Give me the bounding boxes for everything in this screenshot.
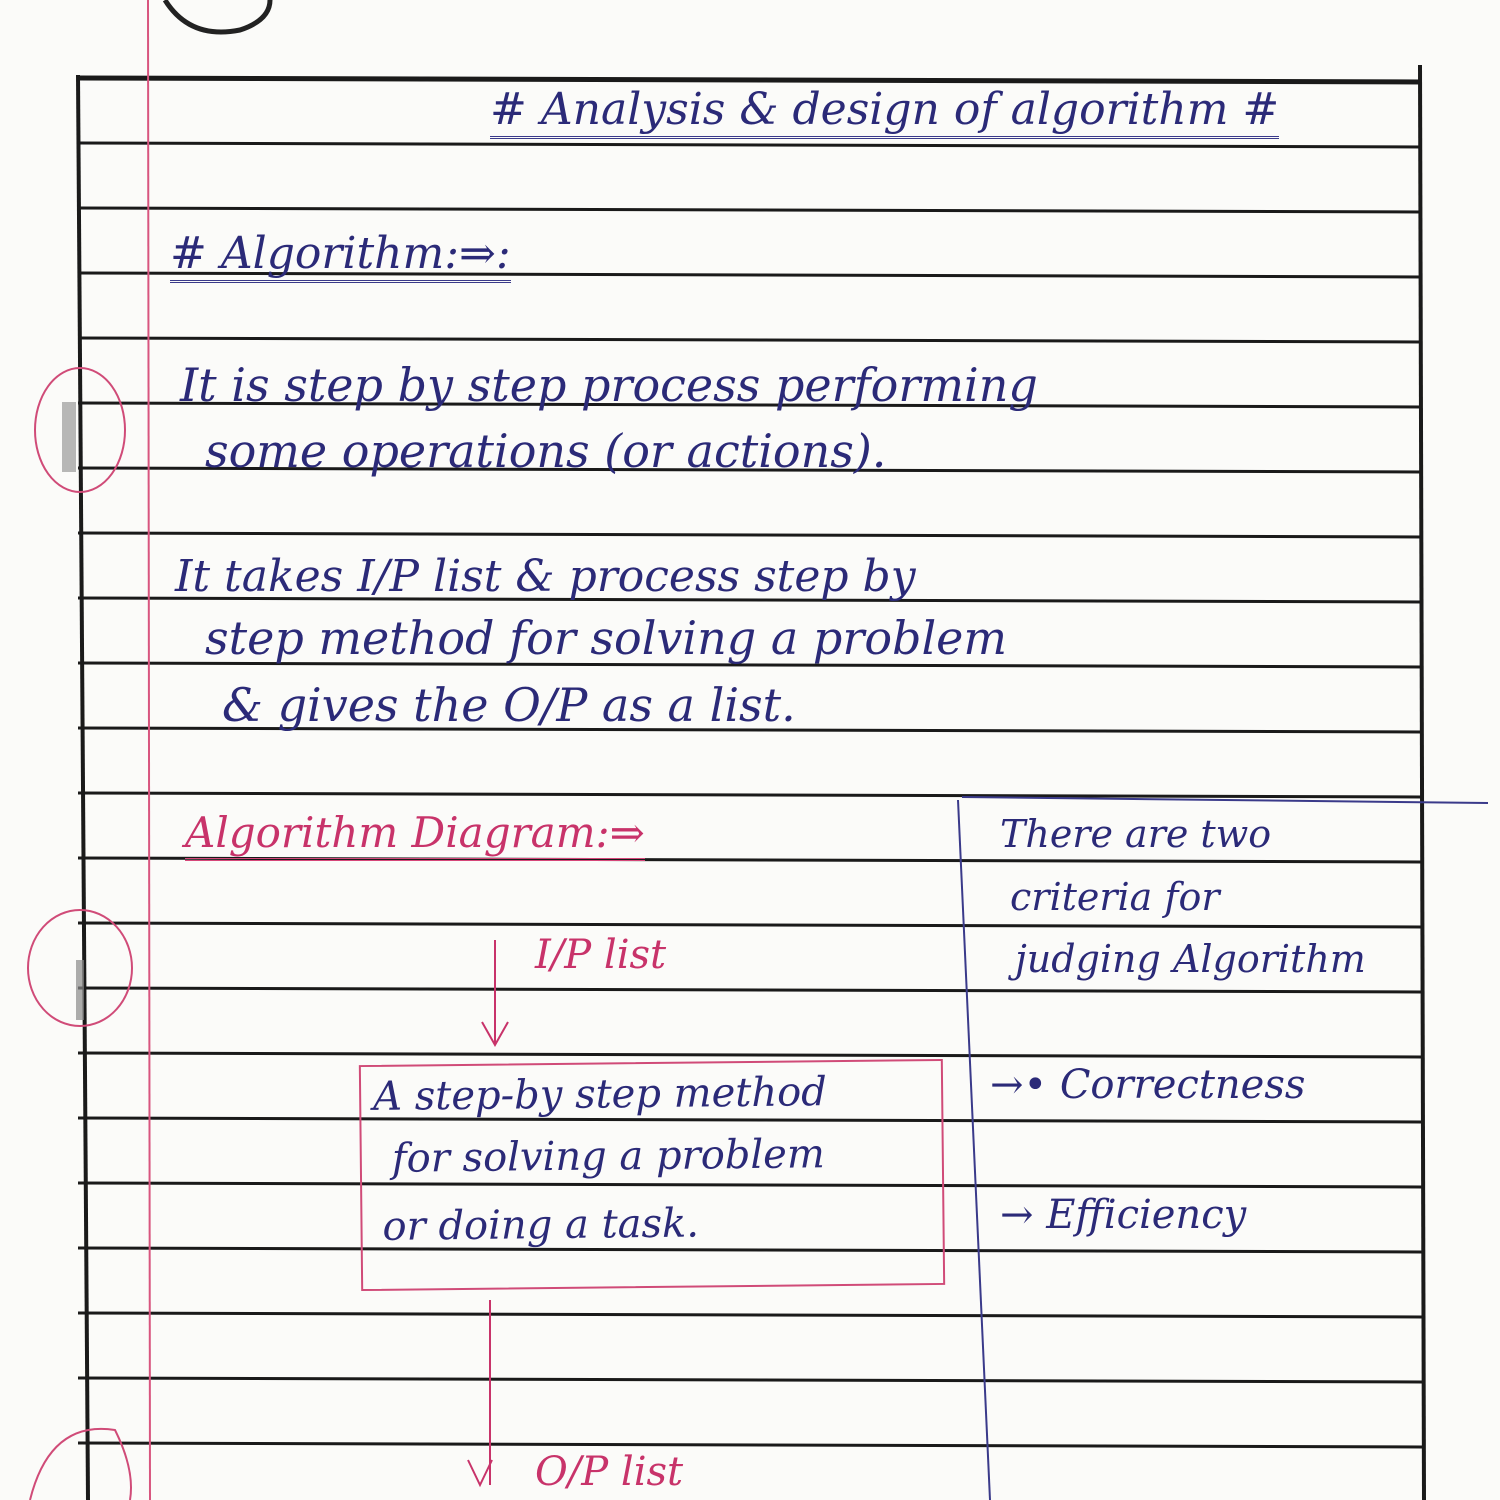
output-label: O/P list — [535, 1449, 684, 1495]
input-label: I/P list — [535, 932, 667, 978]
binder-clip-middle — [76, 960, 84, 1020]
binder-hole-bottom — [30, 1429, 131, 1500]
definition-line-1: It is step by step process performing — [180, 358, 1038, 412]
binder-clip-top — [62, 402, 76, 472]
rule-line — [78, 208, 1422, 212]
criteria-intro-line-1: There are two — [1000, 812, 1272, 856]
rule-line — [78, 923, 1422, 927]
rule-line — [78, 1378, 1422, 1382]
rule-line — [78, 988, 1422, 992]
diagram-heading: Algorithm Diagram:⇒ — [185, 812, 645, 861]
page-title: # Analysis & design of algorithm # — [490, 88, 1279, 139]
process-box-line-3: or doing a task. — [382, 1200, 700, 1250]
criteria-intro-line-3: judging Algorithm — [1015, 937, 1366, 981]
binder-ring-top — [165, 0, 270, 32]
description-line-3: & gives the O/P as a list. — [222, 678, 796, 732]
margin-line — [148, 0, 150, 1500]
description-line-2: step method for solving a problem — [205, 611, 1008, 665]
rule-line — [78, 78, 1422, 82]
process-box — [359, 1059, 945, 1291]
frame-right — [1420, 65, 1424, 1500]
frame-left — [78, 75, 88, 1500]
column-divider — [958, 800, 990, 1500]
rule-line — [78, 1053, 1422, 1057]
rule-line — [78, 1443, 1422, 1447]
rule-line — [78, 533, 1422, 537]
process-box-line-2: for solving a problem — [391, 1131, 826, 1182]
definition-line-2: some operations (or actions). — [205, 424, 887, 478]
rule-line — [78, 1313, 1422, 1317]
criteria-item-efficiency: → Efficiency — [1000, 1192, 1247, 1238]
rule-line — [78, 793, 1422, 797]
description-line-1: It takes I/P list & process step by — [175, 551, 916, 602]
section-heading: # Algorithm:⇒: — [170, 232, 511, 283]
process-box-line-1: A step-by step method — [372, 1069, 828, 1120]
output-arrow-head — [468, 1460, 492, 1485]
rule-line — [78, 338, 1422, 342]
criteria-item-correctness: →• Correctness — [990, 1062, 1306, 1108]
criteria-intro-line-2: criteria for — [1010, 875, 1220, 919]
rule-line — [78, 143, 1422, 147]
